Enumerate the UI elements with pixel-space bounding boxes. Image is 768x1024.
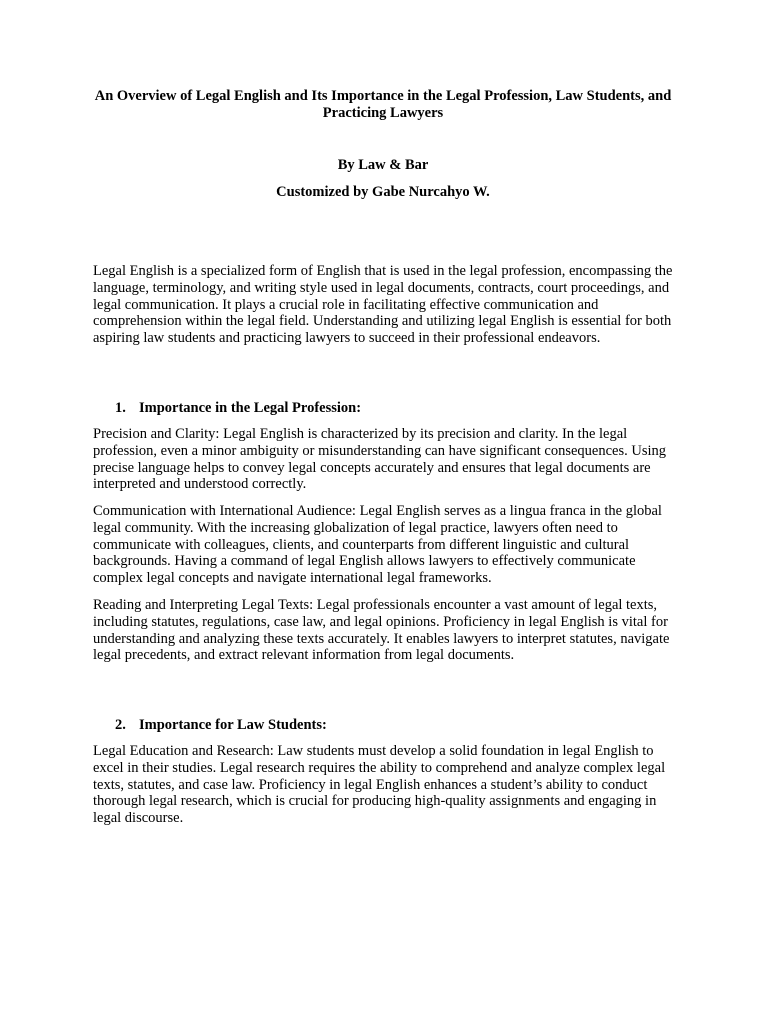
document-byline: By Law & Bar (337, 157, 429, 173)
section-number: 1. (115, 400, 126, 416)
paragraph-legal-education: Legal Education and Research: Law students must develop a solid foundation in legal English to excel in their studies. Legal research requires the ability to comprehend and analyze complex legal texts, statutes, and case law. Proficiency in legal English enhances a student’s ability to conduct thorough legal research, which is crucial for producing high-quality assignments and engaging in legal discourse. (93, 743, 666, 827)
paragraph-precision-clarity: Precision and Clarity: Legal English is characterized by its precision and clarity. In the legal profession, even a minor ambiguity or misunderstanding can have significant consequences. Using precise language helps to convey legal concepts accurately and ensures that legal documents are interpreted and understood correctly. (93, 426, 667, 493)
section-heading-text: Importance for Law Students: (139, 717, 327, 733)
paragraph-legal-texts: Reading and Interpreting Legal Texts: Legal professionals encounter a vast amount of legal texts, including statutes, regulations, case law, and legal opinions. Proficiency in legal English is vital for understanding and analyzing these texts accurately. It enables lawyers to interpret statutes, navigate legal precedents, and extract relevant information from legal documents. (93, 597, 670, 664)
section-heading-law-students (115, 717, 327, 734)
section-number: 2. (115, 717, 126, 733)
intro-paragraph: Legal English is a specialized form of English that is used in the legal profession, encompassing the language, terminology, and writing style used in legal documents, contracts, court proceedings, and legal communication. It plays a crucial role in facilitating effective communication and comprehension within the legal field. Understanding and utilizing legal English is essential for both aspiring law students and practicing lawyers to succeed in their professional endeavors. (93, 263, 673, 347)
section-heading-legal-profession (115, 400, 361, 417)
document-customized-by: Customized by Gabe Nurcahyo W. (276, 184, 490, 200)
paragraph-international-audience: Communication with International Audience: Legal English serves as a lingua franca in the global legal community. With the increasing globalization of legal practice, lawyers often need to communicate with colleagues, clients, and counterparts from different linguistic and cultural backgrounds. Having a command of legal English allows lawyers to effectively communicate complex legal concepts and navigate international legal frameworks. (93, 503, 662, 587)
section-heading-text: Importance in the Legal Profession: (139, 400, 362, 416)
document-title: An Overview of Legal English and Its Importance in the Legal Profession, Law Students, and Practicing Lawyers (94, 88, 672, 121)
